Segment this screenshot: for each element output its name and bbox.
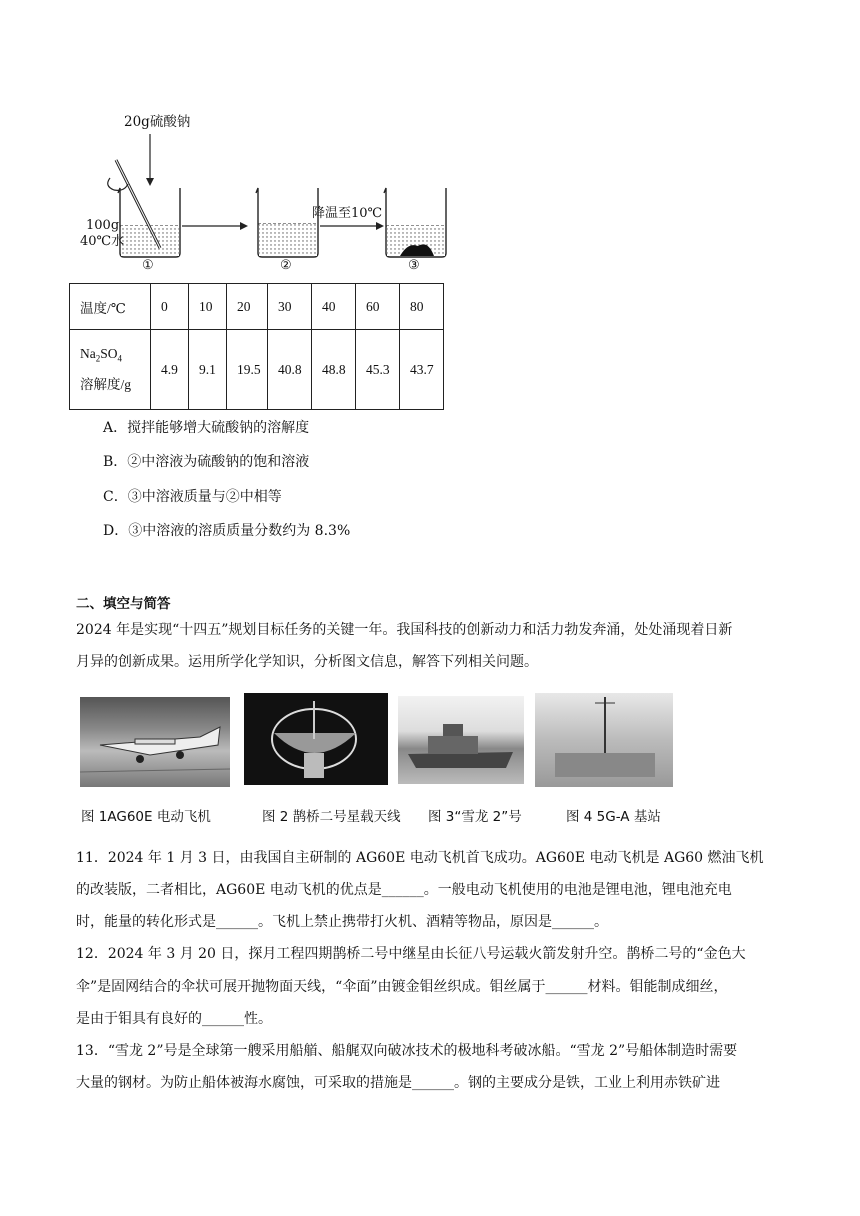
caption-figure-1: 图 1AG60E 电动飞机: [81, 809, 211, 825]
airplane-icon: [80, 697, 230, 787]
table-row-temperature: [70, 284, 444, 330]
photo-icebreaker: [398, 696, 524, 784]
photo-electric-plane: [80, 697, 230, 787]
water-label-2: 40℃水: [80, 234, 125, 249]
option-d: D．③中溶液的溶质质量分数约为 8.3%: [103, 523, 351, 539]
option-a: A．搅拌能够增大硫酸钠的溶解度: [103, 420, 310, 436]
cooling-label: 降温至10℃: [312, 206, 383, 221]
table-cell: 80: [400, 284, 444, 330]
beaker-process-figure: [70, 108, 450, 278]
beaker-2-label: ②: [280, 258, 292, 273]
table-cell: 40.8: [268, 330, 312, 410]
table-cell: 4.9: [151, 330, 189, 410]
photo-5g-station: [535, 693, 673, 787]
table-cell: 40: [312, 284, 356, 330]
antenna-icon: [244, 693, 388, 785]
table-header-temp: 温度/℃: [70, 284, 151, 330]
table-cell: 43.7: [400, 330, 444, 410]
intro-line-1: 2024 年是实现“十四五”规划目标任务的关键一年。我国科技的创新动力和活力勃发奔涌，处处涌现着日新: [76, 622, 733, 638]
beaker-1-label: ①: [142, 258, 154, 273]
caption-figure-4: 图 4 5G-A 基站: [566, 809, 661, 825]
beaker-3-label: ③: [408, 258, 420, 273]
table-cell: 48.8: [312, 330, 356, 410]
q11-line-3: 时，能量的转化形式是______。飞机上禁止携带打火机、酒精等物品，原因是______。: [76, 914, 608, 930]
q11-line-1: 11．2024 年 1 月 3 日，由我国自主研制的 AG60E 电动飞机首飞成功。AG60E 电动飞机是 AG60 燃油飞机: [76, 850, 764, 866]
option-c: C．③中溶液质量与②中相等: [103, 489, 282, 505]
section-title: 二、填空与简答: [76, 596, 171, 612]
table-cell: 0: [151, 284, 189, 330]
table-cell: 19.5: [227, 330, 268, 410]
beaker-1: [118, 188, 180, 257]
q11-line-2: 的改装版，二者相比，AG60E 电动飞机的优点是______。一般电动飞机使用的电池是锂电池，锂电池充电: [76, 882, 732, 898]
q12-line-1: 12．2024 年 3 月 20 日，探月工程四期鹊桥二号中继星由长征八号运载火箭发射升空。鹊桥二号的“金色大: [76, 946, 746, 962]
q13-line-1: 13．“雪龙 2”号是全球第一艘采用船艏、船艉双向破冰技术的极地科考破冰船。“雪龙 2”号船体制造时需要: [76, 1043, 738, 1059]
table-header-solubility: $Na_2SO_4$ 溶解度/g: [70, 330, 151, 410]
table-row-solubility: [70, 330, 444, 410]
beaker-2: [256, 188, 318, 257]
q12-line-2: 伞”是固网结合的伞状可展开抛物面天线，“伞面”由镀金钼丝织成。钼丝属于______材料。钼能制成细丝，: [76, 979, 728, 995]
ship-icon: [398, 696, 524, 784]
water-label-1: 100g: [86, 218, 120, 233]
intro-line-2: 月异的创新成果。运用所学化学知识，分析图文信息，解答下列相关问题。: [76, 654, 538, 670]
q12-line-3: 是由于钼具有良好的______性。: [76, 1011, 272, 1027]
table-cell: 45.3: [356, 330, 400, 410]
table-cell: 9.1: [189, 330, 227, 410]
table-cell: 30: [268, 284, 312, 330]
table-cell: 60: [356, 284, 400, 330]
beaker-3: [384, 188, 446, 257]
q13-line-2: 大量的钢材。为防止船体被海水腐蚀，可采取的措施是______。钢的主要成分是铁，工业上利用赤铁矿进: [76, 1075, 720, 1091]
photo-satellite-antenna: [244, 693, 388, 785]
option-b: B．②中溶液为硫酸钠的饱和溶液: [103, 454, 310, 470]
table-cell: 10: [189, 284, 227, 330]
solubility-table: [69, 283, 444, 410]
sodium-sulfate-label: 20g硫酸钠: [124, 114, 191, 130]
caption-figure-2: 图 2 鹊桥二号星载天线: [262, 809, 401, 825]
experiment-diagram: [70, 108, 450, 278]
table-cell: 20: [227, 284, 268, 330]
tower-icon: [535, 693, 673, 787]
caption-figure-3: 图 3“雪龙 2”号: [428, 809, 522, 825]
